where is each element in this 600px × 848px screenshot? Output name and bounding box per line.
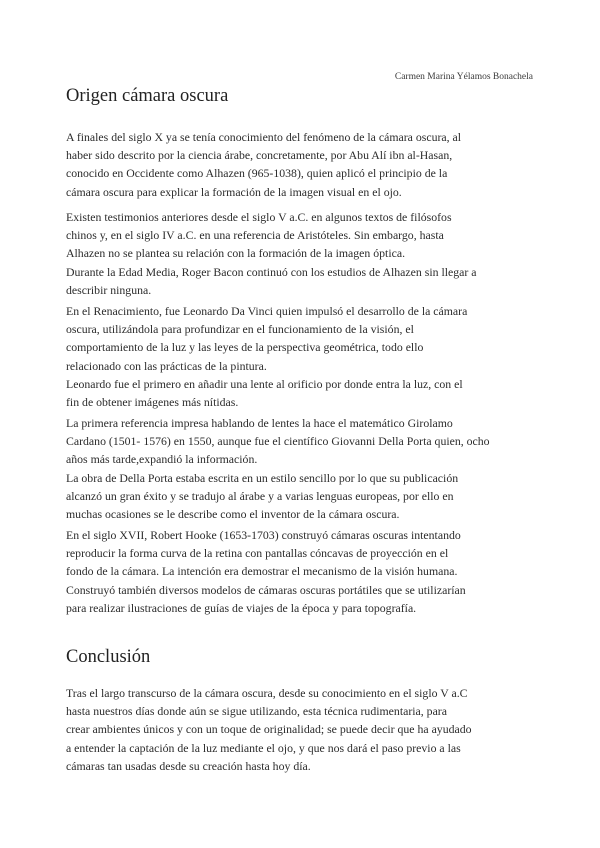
text-line: crear ambientes únicos y con un toque de originalidad; se puede decir que ha ayudado [66, 722, 472, 737]
author-name: Carmen Marina Yélamos Bonachela [394, 72, 533, 82]
text-line: haber sido descrito por la ciencia árabe, concretamente, por Abu Alí ibn al-Hasan, [66, 148, 453, 163]
text-line: reproducir la forma curva de la retina con pantallas cóncavas de proyección en el [66, 546, 449, 561]
paragraph [66, 208, 536, 299]
text-line: relacionado con las prácticas de la pintura. [66, 358, 267, 373]
text-line: muchas ocasiones se le describe como el inventor de la cámara oscura. [66, 507, 400, 522]
section-heading-origen: Origen cámara oscura [66, 86, 229, 106]
text-line: comportamiento de la luz y las leyes de la perspectiva geométrica, todo ello [66, 340, 424, 355]
paragraph [66, 302, 536, 411]
text-line: La obra de Della Porta estaba escrita en un estilo sencillo por lo que su publicación [66, 470, 459, 485]
paragraph [66, 684, 536, 775]
text-line: Alhazen no se plantea su relación con la formación de la imagen óptica. [66, 246, 406, 261]
text-line: fondo de la cámara. La intención era demostrar el mecanismo de la visión humana. [66, 564, 458, 579]
text-line: La primera referencia impresa hablando de lentes la hace el matemático Girolamo [66, 416, 453, 430]
text-line: En el siglo XVII, Robert Hooke (1653-1703) construyó cámaras oscuras intentando [66, 528, 461, 542]
text-line: conocido en Occidente como Alhazen (965-1038), quien aplicó el principio de la [66, 166, 448, 181]
paragraph [66, 128, 536, 201]
text-line: Existen testimonios anteriores desde el siglo V a.C. en algunos textos de filósofos [66, 210, 452, 224]
text-line: fin de obtener imágenes más nítidas. [66, 395, 239, 410]
text-line: cámaras tan usadas desde su creación hasta hoy día. [66, 758, 311, 773]
text-line: Leonardo fue el primero en añadir una lente al orificio por donde entra la luz, con el [66, 376, 463, 391]
text-line: oscura, utilizándola para profundizar en el funcionamiento de la visión, el [66, 322, 414, 337]
text-line: alcanzó un gran éxito y se tradujo al árabe y a varias lenguas europeas, por ello en [66, 488, 454, 503]
text-line: Construyó también diversos modelos de cámaras oscuras portátiles que se utilizarían [66, 582, 466, 597]
text-line: Tras el largo transcurso de la cámara oscura, desde su conocimiento en el siglo V a.C [66, 686, 468, 700]
text-line: hasta nuestros días donde aún se sigue utilizando, esta técnica rudimentaria, para [66, 704, 447, 719]
text-line: A finales del siglo X ya se tenía conocimiento del fenómeno de la cámara oscura, al [66, 130, 462, 144]
text-line: chinos y, en el siglo IV a.C. en una referencia de Aristóteles. Sin embargo, hasta [66, 228, 444, 243]
paragraph [66, 526, 536, 617]
text-line: para realizar ilustraciones de guías de viajes de la época y para topografía. [66, 600, 417, 615]
text-line: años más tarde,expandió la información. [66, 452, 258, 467]
section-heading-conclusion: Conclusión [66, 647, 151, 667]
paragraph [66, 414, 536, 523]
text-line: En el Renacimiento, fue Leonardo Da Vinci quien impulsó el desarrollo de la cámara [66, 304, 468, 318]
text-line: cámara oscura para explicar la formación de la imagen visual en el ojo. [66, 184, 402, 199]
text-line: describir ninguna. [66, 282, 152, 297]
text-line: a entender la captación de la luz mediante el ojo, y que nos dará el paso previo a las [66, 740, 461, 755]
text-line: Durante la Edad Media, Roger Bacon continuó con los estudios de Alhazen sin llegar a [66, 264, 477, 279]
text-line: Cardano (1501- 1576) en 1550, aunque fue el científico Giovanni Della Porta quien, ocho [66, 434, 490, 449]
